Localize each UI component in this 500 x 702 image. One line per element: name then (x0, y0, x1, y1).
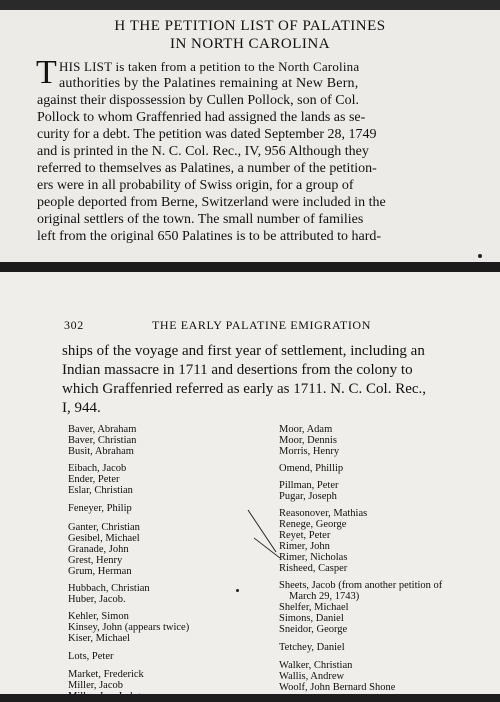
list-item: Lots, Peter (68, 651, 114, 662)
body-line: ships of the voyage and first year of settlement, including an (62, 343, 425, 359)
drop-cap: T (36, 54, 57, 91)
list-item: Grum, Herman (68, 566, 132, 577)
body-line: authorities by the Palatines remaining at New Bern, (59, 76, 359, 91)
list-item: Morris, Henry (279, 446, 340, 457)
body-line: against their dispossession by Cullen Pollock, son of Col. (37, 93, 359, 108)
list-item: Miller, Jacob (68, 680, 123, 691)
list-item: Hubbach, Christian (68, 583, 150, 594)
body-line: Indian massacre in 1711 and desertions from the colony to (62, 362, 413, 378)
list-item: Sneidor, George (279, 624, 348, 635)
list-item: Baver, Christian (68, 435, 137, 446)
list-item: Eslar, Christian (68, 485, 133, 496)
body-line: original settlers of the town. The small number of families (37, 212, 364, 227)
list-item: Tetchey, Daniel (279, 642, 345, 653)
list-item: Omend, Phillip (279, 463, 344, 474)
running-head: THE EARLY PALATINE EMIGRATION (152, 318, 371, 332)
body-line: I, 944. (62, 400, 101, 416)
list-item: Moor, Dennis (279, 435, 337, 446)
list-item: Grest, Henry (68, 555, 123, 566)
list-item: Pugar, Joseph (279, 491, 337, 502)
body-line: Pollock to whom Graffenried had assigned the lands as se- (37, 110, 366, 125)
list-item: Risheed, Casper (279, 563, 348, 574)
list-item: Sheets, Jacob (from another petition of (279, 580, 443, 591)
section-title-line-2: IN NORTH CAROLINA (169, 36, 331, 52)
list-item: Moor, Adam (279, 424, 333, 435)
list-item: Woolf, John Bernard Shone (279, 682, 396, 693)
ink-speck (236, 589, 239, 592)
list-item: Walker, Christian (279, 660, 353, 671)
list-item: Pillman, Peter (279, 480, 339, 491)
list-item: Market, Frederick (68, 669, 144, 680)
pen-stroke-marks (244, 508, 284, 568)
body-line: left from the original 650 Palatines is to be attributed to hard- (37, 229, 382, 244)
body-line: ers were in all probability of Swiss origin, for a group of (37, 178, 354, 193)
list-item: Kehler, Simon (68, 611, 129, 622)
page-gap (0, 262, 500, 272)
list-item: Gesibel, Michael (68, 533, 140, 544)
list-item: Rimer, Nicholas (279, 552, 348, 563)
list-item: Ender, Peter (68, 474, 120, 485)
page-fragment-lower (0, 272, 500, 694)
list-item: Wallis, Andrew (279, 671, 345, 682)
list-item: Ganter, Christian (68, 522, 140, 533)
list-item: Huber, Jacob. (68, 594, 126, 605)
body-line: HIS LIST is taken from a petition to the North Carolina (59, 59, 360, 74)
body-line: which Graffenried referred as early as 1711. N. C. Col. Rec., (62, 381, 427, 397)
list-item: Baver, Abraham (68, 424, 137, 435)
list-item: Rimer, John (279, 541, 330, 552)
list-item: Shelfer, Michael (279, 602, 349, 613)
body-line: referred to themselves as Palatines, a number of the petition- (37, 161, 377, 176)
body-line: people deported from Berne, Switzerland were included in the (37, 195, 386, 210)
page-fragment-upper (0, 10, 500, 262)
list-item: Kiser, Michael (68, 633, 130, 644)
list-item: Feneyer, Philip (68, 503, 132, 514)
scan-edge-bottom (0, 694, 500, 702)
body-line: curity for a debt. The petition was dated September 28, 1749 (37, 127, 377, 142)
page-number: 302 (64, 318, 84, 332)
scan-edge-top (0, 0, 500, 10)
list-item: Reyet, Peter (279, 530, 331, 541)
section-title-line-1: H THE PETITION LIST OF PALATINES (114, 18, 386, 34)
list-item: Granade, John (68, 544, 129, 555)
list-item: Kinsey, John (appears twice) (68, 622, 190, 633)
ink-speck (478, 254, 482, 258)
list-item: Renege, George (279, 519, 347, 530)
list-item: Reasonover, Mathias (279, 508, 368, 519)
body-line: and is printed in the N. C. Col. Rec., IV, 956 Although they (37, 144, 369, 159)
list-item: March 29, 1743) (289, 591, 360, 602)
list-item: Busit, Abraham (68, 446, 134, 457)
list-item: Eibach, Jacob (68, 463, 127, 474)
list-item: Simons, Daniel (279, 613, 344, 624)
